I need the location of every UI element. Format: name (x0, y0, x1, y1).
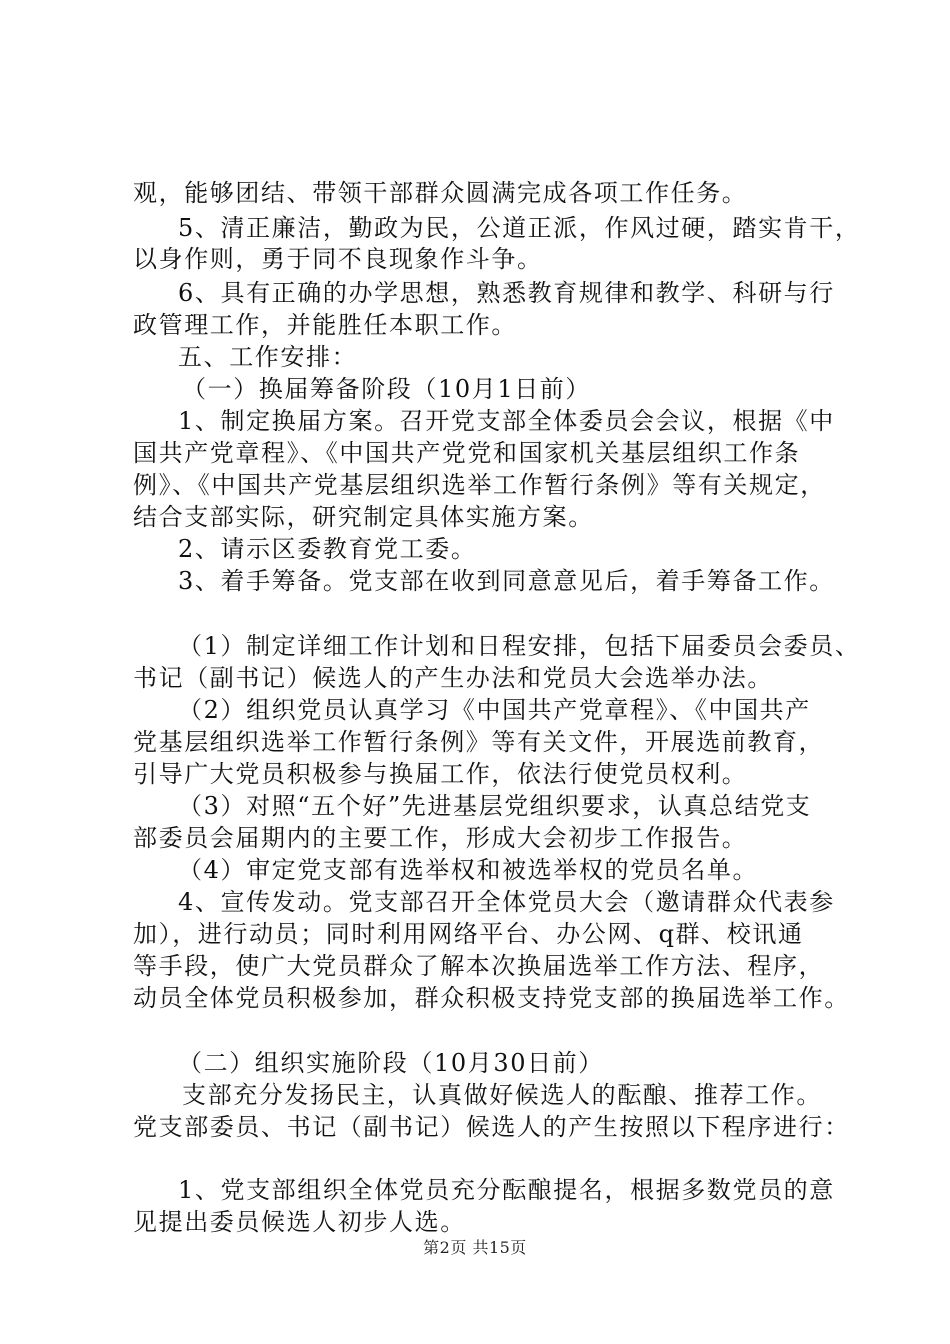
text-line: 党基层组织选举工作暂行条例》等有关文件，开展选前教育， (133, 728, 825, 756)
text-line: 以身作则，勇于同不良现象作斗争。 (133, 245, 543, 273)
text-line: 党支部委员、书记（副书记）候选人的产生按照以下程序进行： (133, 1113, 850, 1141)
page-number-footer: 第2页 共15页 (423, 1238, 527, 1257)
subsection-heading: （一）换届筹备阶段（10月1日前） (182, 375, 592, 403)
text-line: 4、宣传发动。党支部召开全体党员大会（邀请群众代表参 (178, 888, 835, 916)
text-line: （3）对照“五个好”先进基层党组织要求，认真总结党支 (178, 792, 812, 820)
text-line: 书记（副书记）候选人的产生办法和党员大会选举办法。 (133, 664, 773, 692)
text-line: 加），进行动员；同时利用网络平台、办公网、q群、校讯通 (133, 920, 804, 948)
text-line: （4）审定党支部有选举权和被选举权的党员名单。 (178, 856, 759, 884)
text-line: 国共产党章程》、《中国共产党党和国家机关基层组织工作条 (133, 439, 801, 467)
subsection-heading: （二）组织实施阶段（10月30日前） (178, 1049, 604, 1077)
text-line: 观，能够团结、带领干部群众圆满完成各项工作任务。 (133, 179, 748, 207)
text-line: 6、具有正确的办学思想，熟悉教育规律和教学、科研与行 (178, 279, 835, 307)
text-line: 例》、《中国共产党基层组织选举工作暂行条例》等有关规定， (133, 471, 826, 499)
text-line: 支部充分发扬民主，认真做好候选人的酝酿、推荐工作。 (182, 1081, 822, 1109)
text-line: 动员全体党员积极参加，群众积极支持党支部的换届选举工作。 (133, 984, 850, 1012)
text-line: 部委员会届期内的主要工作，形成大会初步工作报告。 (133, 824, 748, 852)
text-line: 引导广大党员积极参与换届工作，依法行使党员权利。 (133, 760, 748, 788)
text-line: 结合支部实际，研究制定具体实施方案。 (133, 503, 594, 531)
text-line: （1）制定详细工作计划和日程安排，包括下届委员会委员、 (178, 632, 861, 660)
text-line: （2）组织党员认真学习《中国共产党章程》、《中国共产 (178, 696, 811, 724)
text-line: 政管理工作，并能胜任本职工作。 (133, 311, 517, 339)
text-line: 3、着手筹备。党支部在收到同意意见后，着手筹备工作。 (178, 567, 835, 595)
text-line: 5、清正廉洁，勤政为民，公道正派，作风过硬，踏实肯干， (178, 214, 861, 242)
text-line: 1、党支部组织全体党员充分酝酿提名，根据多数党员的意 (178, 1176, 835, 1204)
text-line: 见提出委员候选人初步人选。 (133, 1208, 466, 1236)
text-line: 2、请示区委教育党工委。 (178, 535, 477, 563)
text-line: 等手段，使广大党员群众了解本次换届选举工作方法、程序， (133, 952, 825, 980)
section-heading: 五、工作安排： (178, 343, 358, 371)
text-line: 1、制定换届方案。召开党支部全体委员会会议，根据《中 (178, 407, 835, 435)
